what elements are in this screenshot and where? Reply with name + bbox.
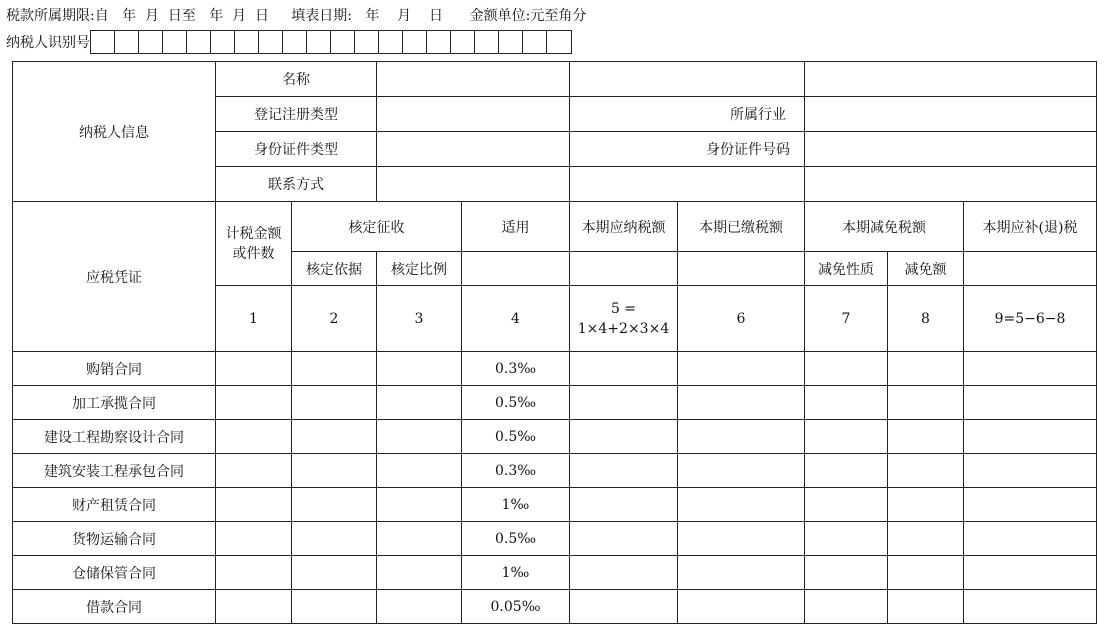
voucher-section-label: 应税凭证 [13,202,216,352]
contract-row [13,522,1097,556]
assessed-basis-cell[interactable] [292,352,377,386]
assessed-ratio-cell[interactable] [377,454,462,488]
contact-field-ext2[interactable] [805,167,1097,202]
assessed-header: 核定征收 [292,202,462,252]
reduction-amount-header: 减免额 [888,252,964,286]
current-balance-header: 本期应补(退)税 [964,202,1097,252]
applicable-sub-blank [462,252,570,286]
taxpayer-id-digit-box[interactable] [331,31,355,53]
assessed-basis-cell[interactable] [292,488,377,522]
taxpayer-id-digit-box[interactable] [91,31,115,53]
current-balance-sub-blank [964,252,1097,286]
col-number-9: 9=5−6−8 [964,286,1097,352]
current-due-sub-blank [570,252,678,286]
current-paid-cell[interactable] [678,590,805,624]
current-due-cell[interactable] [570,352,678,386]
assessed-basis-cell[interactable] [292,386,377,420]
contract-type-label: 建设工程勘察设计合同 [13,420,216,454]
col-number-7: 7 [805,286,888,352]
current-paid-header: 本期已缴税额 [678,202,805,252]
reduction-amount-cell[interactable] [888,590,964,624]
name-field-ext2[interactable] [805,62,1097,97]
taxpayer-id-digit-box[interactable] [307,31,331,53]
taxpayer-id-digit-box[interactable] [163,31,187,53]
current-balance-cell[interactable] [964,556,1097,590]
applicable-rate-cell: 0.5‰ [462,522,570,556]
contact-field-ext[interactable] [570,167,805,202]
assessed-basis-cell[interactable] [292,454,377,488]
reduction-amount-cell[interactable] [888,488,964,522]
reduction-nature-cell[interactable] [805,420,888,454]
id-type-field[interactable] [377,132,570,167]
name-field-ext[interactable] [570,62,805,97]
current-due-cell[interactable] [570,556,678,590]
applicable-header: 适用 [462,202,570,252]
reduction-amount-cell[interactable] [888,522,964,556]
tax-amount-header: 计税金额或件数 [216,202,292,286]
reduction-amount-cell[interactable] [888,420,964,454]
name-label: 名称 [216,62,377,97]
applicable-rate-cell: 0.3‰ [462,454,570,488]
assessed-basis-cell[interactable] [292,522,377,556]
col-number-2: 2 [292,286,377,352]
applicable-rate-cell: 0.05‰ [462,590,570,624]
reduction-nature-cell[interactable] [805,454,888,488]
assessed-ratio-cell[interactable] [377,556,462,590]
reduction-amount-cell[interactable] [888,352,964,386]
current-due-cell[interactable] [570,590,678,624]
col-number-4: 4 [462,286,570,352]
reduction-nature-cell[interactable] [805,522,888,556]
current-paid-cell[interactable] [678,454,805,488]
taxpayer-id-digit-box[interactable] [475,31,499,53]
assessed-ratio-cell[interactable] [377,590,462,624]
taxpayer-id-digit-box[interactable] [355,31,379,53]
current-due-cell[interactable] [570,420,678,454]
current-due-header: 本期应纳税额 [570,202,678,252]
contract-row [13,454,1097,488]
contract-type-label: 加工承揽合同 [13,386,216,420]
tax-amount-cell[interactable] [216,556,292,590]
reduction-nature-header: 减免性质 [805,252,888,286]
current-due-cell[interactable] [570,522,678,556]
col-number-1: 1 [216,286,292,352]
current-balance-cell[interactable] [964,488,1097,522]
assessed-basis-cell[interactable] [292,556,377,590]
taxpayer-id-digit-box[interactable] [547,31,571,53]
period-line: 税款所属期限:自 年 月 日至 年 月 日 填表日期: 年 月 日 金额单位:元至角分 [6,8,587,24]
tax-amount-cell[interactable] [216,590,292,624]
current-paid-cell[interactable] [678,420,805,454]
contact-field[interactable] [377,167,570,202]
contract-type-label: 仓储保管合同 [13,556,216,590]
assessed-basis-cell[interactable] [292,590,377,624]
reduction-amount-cell[interactable] [888,386,964,420]
current-paid-cell[interactable] [678,556,805,590]
industry-label: 所属行业 [570,97,805,132]
assessed-basis-cell[interactable] [292,420,377,454]
current-due-cell[interactable] [570,386,678,420]
applicable-rate-cell: 0.3‰ [462,352,570,386]
taxpayer-id-digit-box[interactable] [499,31,523,53]
current-balance-cell[interactable] [964,420,1097,454]
contract-type-label: 建筑安装工程承包合同 [13,454,216,488]
current-balance-cell[interactable] [964,522,1097,556]
col-number-3: 3 [377,286,462,352]
current-due-cell[interactable] [570,488,678,522]
current-paid-cell[interactable] [678,522,805,556]
contract-row [13,352,1097,386]
assessed-ratio-cell[interactable] [377,386,462,420]
contract-type-label: 购销合同 [13,352,216,386]
contract-row [13,420,1097,454]
tax-amount-cell[interactable] [216,454,292,488]
contract-type-label: 货物运输合同 [13,522,216,556]
reduction-nature-cell[interactable] [805,386,888,420]
assessed-ratio-cell[interactable] [377,352,462,386]
stamp-tax-form [12,61,1097,624]
taxpayer-id-digit-box[interactable] [403,31,427,53]
applicable-rate-cell: 0.5‰ [462,420,570,454]
name-field[interactable] [377,62,570,97]
reduction-amount-cell[interactable] [888,556,964,590]
col-number-6: 6 [678,286,805,352]
taxpayer-id-digit-box[interactable] [451,31,475,53]
taxpayer-id-digit-box[interactable] [259,31,283,53]
current-paid-cell[interactable] [678,352,805,386]
col-number-5-line1: 5 = [610,300,637,317]
current-paid-cell[interactable] [678,386,805,420]
current-balance-cell[interactable] [964,352,1097,386]
current-due-cell[interactable] [570,454,678,488]
taxpayer-id-digit-box[interactable] [235,31,259,53]
assessed-ratio-cell[interactable] [377,488,462,522]
current-balance-cell[interactable] [964,386,1097,420]
taxpayer-id-digit-box[interactable] [523,31,547,53]
current-paid-cell[interactable] [678,488,805,522]
col-number-5-line2: 1×4+2×3×4 [577,320,670,337]
taxpayer-id-digit-box[interactable] [379,31,403,53]
assessed-basis-header: 核定依据 [292,252,377,286]
current-paid-sub-blank [678,252,805,286]
reduction-nature-cell[interactable] [805,590,888,624]
current-reduction-header: 本期减免税额 [805,202,964,252]
col-number-8: 8 [888,286,964,352]
tax-amount-cell[interactable] [216,352,292,386]
tax-amount-cell[interactable] [216,420,292,454]
tax-amount-cell[interactable] [216,522,292,556]
current-balance-cell[interactable] [964,590,1097,624]
assessed-ratio-cell[interactable] [377,522,462,556]
applicable-rate-cell: 1‰ [462,556,570,590]
id-number-field[interactable] [805,132,1097,167]
taxpayer-id-digit-box[interactable] [283,31,307,53]
current-balance-cell[interactable] [964,454,1097,488]
applicable-rate-cell: 1‰ [462,488,570,522]
contact-label: 联系方式 [216,167,377,202]
tax-amount-cell[interactable] [216,386,292,420]
tax-amount-cell[interactable] [216,488,292,522]
taxpayer-id-digit-box[interactable] [187,31,211,53]
assessed-ratio-cell[interactable] [377,420,462,454]
contract-row [13,488,1097,522]
reg-type-label: 登记注册类型 [216,97,377,132]
taxpayer-id-digit-box[interactable] [139,31,163,53]
reduction-nature-cell[interactable] [805,352,888,386]
taxpayer-id-boxes[interactable] [90,30,572,54]
taxpayer-id-row [6,30,572,54]
taxpayer-id-digit-box[interactable] [211,31,235,53]
id-number-label: 身份证件号码 [570,132,805,167]
contract-row [13,556,1097,590]
contract-type-label: 借款合同 [13,590,216,624]
id-type-label: 身份证件类型 [216,132,377,167]
taxpayer-id-digit-box[interactable] [427,31,451,53]
reduction-nature-cell[interactable] [805,556,888,590]
reduction-amount-cell[interactable] [888,454,964,488]
taxpayer-info-section-label: 纳税人信息 [13,62,216,202]
industry-field[interactable] [805,97,1097,132]
applicable-rate-cell: 0.5‰ [462,386,570,420]
col-number-5 [570,286,678,352]
taxpayer-id-label: 纳税人识别号 [6,35,90,51]
contract-row [13,590,1097,624]
reduction-nature-cell[interactable] [805,488,888,522]
contract-type-label: 财产租赁合同 [13,488,216,522]
taxpayer-id-digit-box[interactable] [115,31,139,53]
reg-type-field[interactable] [377,97,570,132]
contract-row [13,386,1097,420]
assessed-ratio-header: 核定比例 [377,252,462,286]
